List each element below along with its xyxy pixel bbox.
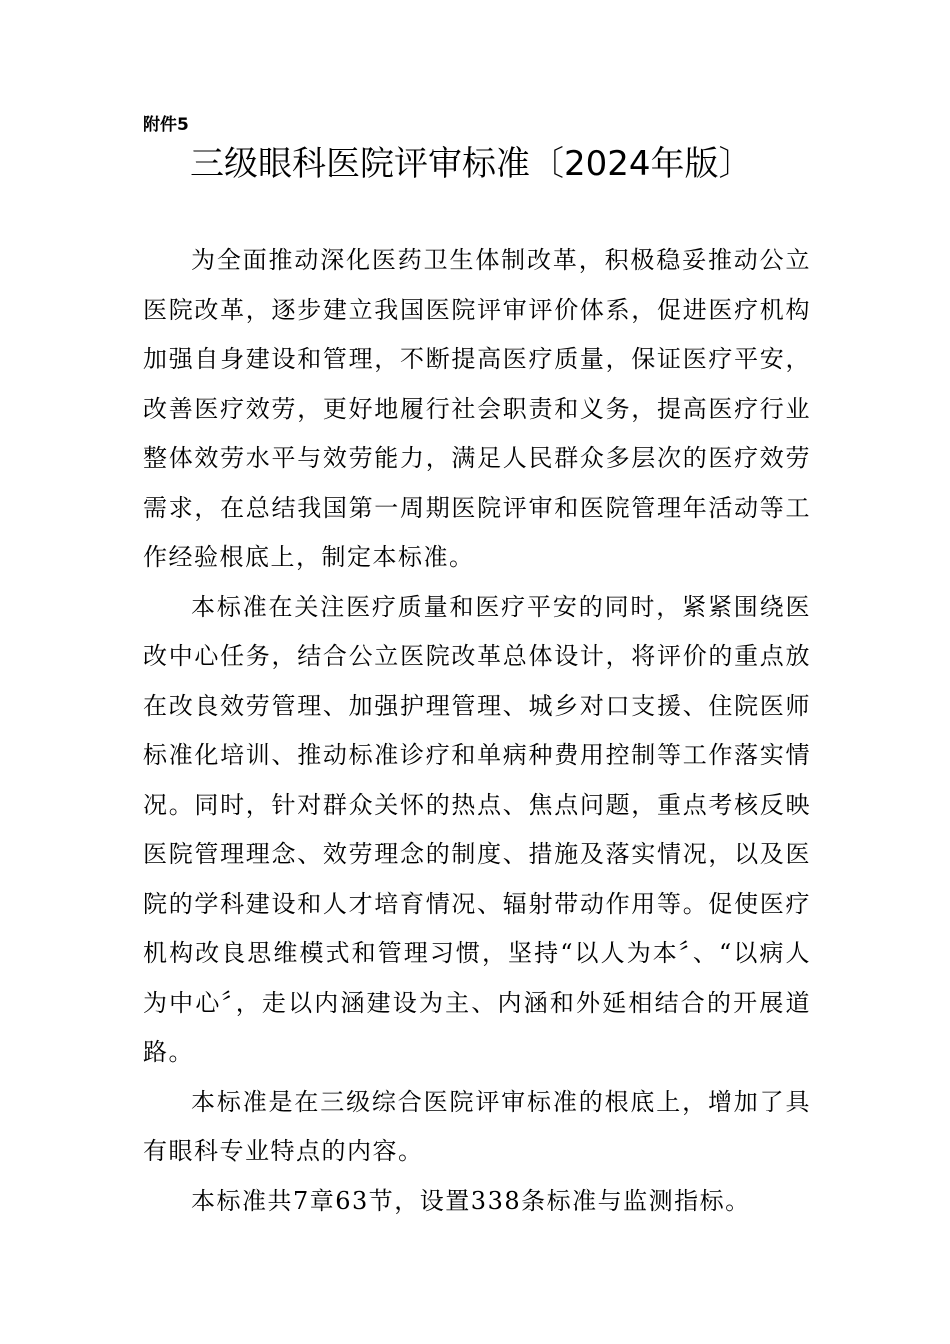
paragraph-focus: 本标准在关注医疗质量和医疗平安的同时，紧紧围绕医改中心任务，结合公立医院改革总体设计，将评价的重点放在改良效劳管理、加强护理管理、城乡对口支援、住院医师标准化培训、推动标准诊疗和单病种费用控制等工作落实情况。同时，针对群众关怀的热点、焦点问题，重点考核反映医院管理理念、效劳理念的制度、措施及落实情况，以及医院的学科建设和人才培育情况、辐射带动作用等。促使医疗机构改良思维模式和管理习惯，坚持“以人为本〞、“以病人为中心〞，走以内涵建设为主、内涵和外延相结合的开展道路。 [143, 592, 811, 1066]
paragraph-intro: 为全面推动深化医药卫生体制改革，积极稳妥推动公立医院改革，逐步建立我国医院评审评价体系，促进医疗机构加强自身建设和管理，不断提高医疗质量，保证医疗平安，改善医疗效劳，更好地履行社会职责和义务，提高医疗行业整体效劳水平与效劳能力，满足人民群众多层次的医疗效劳需求，在总结我国第一周期医院评审和医院管理年活动等工作经验根底上，制定本标准。 [143, 246, 811, 571]
document-title: 三级眼科医院评审标准〔2024年版〕 [190, 144, 753, 184]
attachment-label: 附件5 [143, 115, 189, 135]
paragraph-structure: 本标准共7章63节，设置338条标准与监测指标。 [191, 1186, 751, 1215]
document-body [143, 236, 811, 1226]
paragraph-basis: 本标准是在三级综合医院评审标准的根底上，增加了具有眼科专业特点的内容。 [143, 1087, 811, 1165]
